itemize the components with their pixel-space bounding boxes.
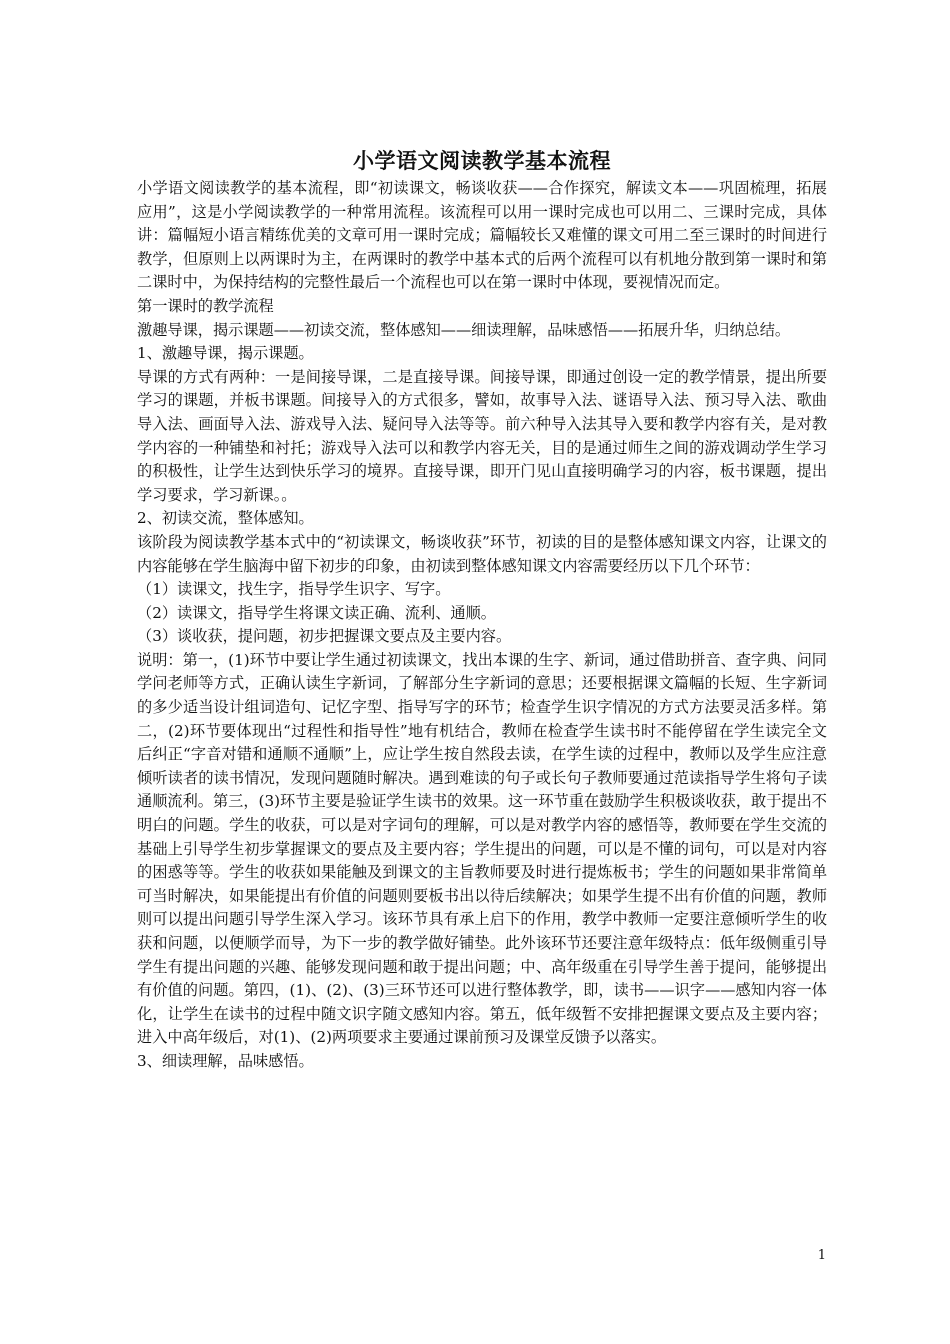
substep-3: （3）谈收获，提问题，初步把握课文要点及主要内容。: [137, 627, 512, 646]
step-2-paragraph: 该阶段为阅读教学基本式中的“初读课文，畅谈收获”环节，初读的目的是整体感知课文内容，让课文的内容能够在学生脑海中留下初步的印象，由初读到整体感知课文内容需要经历以下几个环节：: [137, 532, 827, 575]
section-heading-first-lesson: 第一课时的教学流程: [137, 296, 274, 315]
process-overview: 激趣导课，揭示课题——初读交流，整体感知——细读理解，品味感悟——拓展升华，归纳总结。: [137, 320, 791, 339]
document-title: 小学语文阅读教学基本流程: [353, 148, 611, 173]
document-body: [137, 146, 827, 1074]
step-heading-2: 2、初读交流，整体感知。: [137, 509, 314, 528]
explanation-paragraph: 说明：第一，(1)环节中要让学生通过初读课文，找出本课的生字、新词，通过借助拼音、查字典、问同学问老师等方式，正确认读生字新词，了解部分生字新词的意思；还要根据课文篇幅的长短、生字新词的多少适当设计组词造句、记忆字型、指导写字的环节；检查学生识字情况的方式方法要灵活多样。第二，(2)环节要体现出“过程性和指导性”地有机结合，教师在检查学生读书时不能停留在学生读完全文后纠正“字音对错和通顺不通顺”上，应让学生按自然段去读，在学生读的过程中，教师以及学生应注意倾听读者的读书情况，发现问题随时解决。遇到难读的句子或长句子教师要通过范读指导学生将句子读通顺流利。第三，(3)环节主要是验证学生读书的效果。这一环节重在鼓励学生积极谈收获，敢于提出不明白的问题。学生的收获，可以是对字词句的理解，可以是对教学内容的感悟等，教师要在学生交流的基础上引导学生初步掌握课文的要点及主要内容；学生提出的问题，可以是不懂的词句，可以是对内容的困惑等等。学生的收获如果能触及到课文的主旨教师要及时进行提炼板书；学生的问题如果非常简单可当时解决，如果能提出有价值的问题则要板书出以待后续解决；如果学生提不出有价值的问题，教师则可以提出问题引导学生深入学习。该环节具有承上启下的作用，教学中教师一定要注意倾听学生的收获和问题，以便顺学而导，为下一步的教学做好铺垫。此外该环节还要注意年级特点：低年级侧重引导学生有提出问题的兴趣、能够发现问题和敢于提出问题；中、高年级重在引导学生善于提问，能够提出有价值的问题。第四，(1)、(2)、(3)三环节还可以进行整体教学，即，读书——识字——感知内容一体化，让学生在读书的过程中随文识字随文感知内容。第五，低年级暂不安排把握课文要点及主要内容；进入中高年级后，对(1)、(2)两项要求主要通过课前预习及课堂反馈予以落实。: [137, 650, 827, 1047]
page-number: 1: [817, 1248, 826, 1263]
step-heading-3: 3、细读理解，品味感悟。: [137, 1051, 314, 1070]
intro-paragraph: 小学语文阅读教学的基本流程，即“初读课文，畅谈收获——合作探究，解读文本——巩固梳理，拓展应用”，这是小学阅读教学的一种常用流程。该流程可以用一课时完成也可以用二、三课时完成，具体讲：篇幅短小语言精练优美的文章可用一课时完成；篇幅较长又难懂的课文可用二至三课时的时间进行教学，但原则上以两课时为主，在两课时的教学中基本式的后两个流程可以有机地分散到第一课时和第二课时中，为保持结构的完整性最后一个流程也可以在第一课时中体现，要视情况而定。: [137, 179, 827, 292]
substep-1: （1）读课文，找生字，指导学生识字、写字。: [137, 580, 451, 599]
substep-2: （2）读课文，指导学生将课文读正确、流利、通顺。: [137, 603, 496, 622]
step-heading-1: 1、激趣导课，揭示课题。: [137, 344, 314, 363]
step-1-paragraph: 导课的方式有两种：一是间接导课，二是直接导课。间接导课，即通过创设一定的教学情景，提出所要学习的课题，并板书课题。间接导入的方式很多，譬如，故事导入法、谜语导入法、预习导入法、歌曲导入法、画面导入法、游戏导入法、疑问导入法等等。前六种导入法其导入要和教学内容有关，是对教学内容的一种铺垫和衬托；游戏导入法可以和教学内容无关，目的是通过师生之间的游戏调动学生学习的积极性，让学生达到快乐学习的境界。直接导课，即开门见山直接明确学习的内容，板书课题，提出学习要求，学习新课。。: [137, 367, 827, 504]
